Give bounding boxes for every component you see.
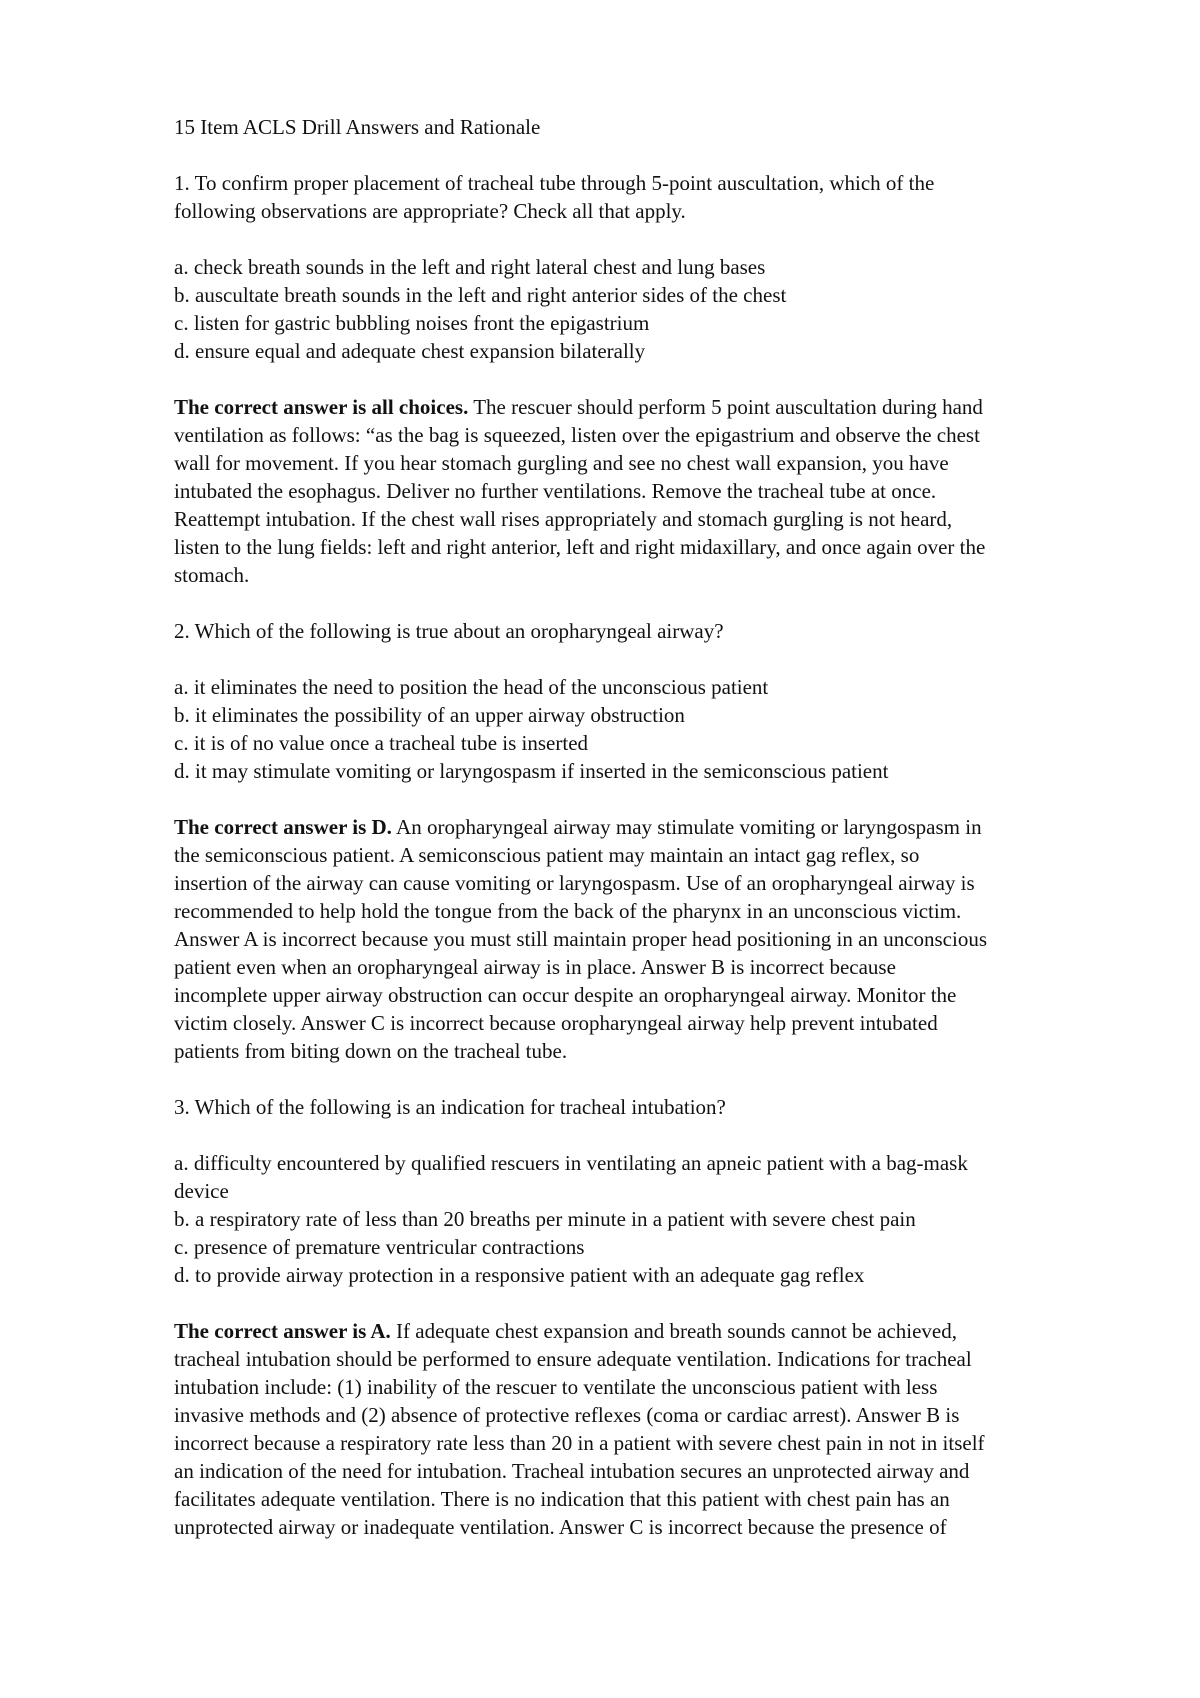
answer-2-rationale [174,813,1134,1065]
rationale-line: tracheal intubation should be performed to ensure adequate ventilation. Indications for tracheal [174,1347,972,1371]
rationale-line [174,1317,1134,1345]
option-d: d. it may stimulate vomiting or laryngospasm if inserted in the semiconscious patient [174,759,889,783]
answer-lead: The correct answer is all choices. [174,395,469,419]
option-b: b. auscultate breath sounds in the left and right anterior sides of the chest [174,283,787,307]
rationale-line [174,393,1134,421]
question-1-options [174,253,1134,365]
rationale-line: unprotected airway or inadequate ventilation. Answer C is incorrect because the presence of [174,1515,947,1539]
rationale-line: Answer A is incorrect because you must still maintain proper head positioning in an unconscious [174,927,988,951]
question-3-options [174,1149,1134,1289]
rationale-text: The rescuer should perform 5 point auscultation during hand [468,395,983,419]
answer-lead: The correct answer is D. [174,815,392,839]
option-d: d. to provide airway protection in a responsive patient with an adequate gag reflex [174,1263,865,1287]
question-3 [174,1093,1134,1121]
option-a: a. difficulty encountered by qualified rescuers in ventilating an apneic patient with a bag-mask [174,1151,968,1175]
question-text-line: 3. Which of the following is an indication for tracheal intubation? [174,1095,726,1119]
answer-3-rationale [174,1317,1134,1541]
rationale-line: insertion of the airway can cause vomiting or laryngospasm. Use of an oropharyngeal airway is [174,871,975,895]
question-text-line: following observations are appropriate? Check all that apply. [174,199,686,223]
document-title: 15 Item ACLS Drill Answers and Rationale [174,115,541,139]
option-a: a. check breath sounds in the left and right lateral chest and lung bases [174,255,766,279]
question-2-options [174,673,1134,785]
rationale-line: ventilation as follows: “as the bag is squeezed, listen over the epigastrium and observe the chest [174,423,980,447]
question-2 [174,617,1134,645]
rationale-line: an indication of the need for intubation. Tracheal intubation secures an unprotected airway and [174,1459,970,1483]
option-b: b. it eliminates the possibility of an upper airway obstruction [174,703,685,727]
option-c: c. listen for gastric bubbling noises front the epigastrium [174,311,650,335]
rationale-line: intubation include: (1) inability of the rescuer to ventilate the unconscious patient with less [174,1375,938,1399]
rationale-line: incorrect because a respiratory rate less than 20 in a patient with severe chest pain in not in itself [174,1431,985,1455]
rationale-line: facilitates adequate ventilation. There is no indication that this patient with chest pain has an [174,1487,950,1511]
rationale-line: victim closely. Answer C is incorrect because oropharyngeal airway help prevent intubated [174,1011,938,1035]
answer-1-rationale [174,393,1134,589]
document-page [174,113,1134,1569]
rationale-line [174,813,1134,841]
question-1 [174,169,1134,225]
option-c: c. presence of premature ventricular contractions [174,1235,585,1259]
rationale-line: the semiconscious patient. A semiconscious patient may maintain an intact gag reflex, so [174,843,920,867]
rationale-text: If adequate chest expansion and breath sounds cannot be achieved, [390,1319,957,1343]
question-text-line: 1. To confirm proper placement of tracheal tube through 5-point auscultation, which of the [174,171,935,195]
rationale-line: recommended to help hold the tongue from the back of the pharynx in an unconscious victim. [174,899,962,923]
rationale-text: An oropharyngeal airway may stimulate vomiting or laryngospasm in [391,815,982,839]
option-d: d. ensure equal and adequate chest expansion bilaterally [174,339,646,363]
option-c: c. it is of no value once a tracheal tube is inserted [174,731,589,755]
question-text-line: 2. Which of the following is true about an oropharyngeal airway? [174,619,724,643]
answer-lead: The correct answer is A. [174,1319,391,1343]
rationale-line: patients from biting down on the tracheal tube. [174,1039,568,1063]
rationale-line: intubated the esophagus. Deliver no further ventilations. Remove the tracheal tube at once. [174,479,937,503]
option-a-continued: device [174,1179,229,1203]
rationale-line: invasive methods and (2) absence of protective reflexes (coma or cardiac arrest). Answer B is [174,1403,960,1427]
rationale-line: wall for movement. If you hear stomach gurgling and see no chest wall expansion, you have [174,451,949,475]
rationale-line: stomach. [174,563,250,587]
rationale-line: patient even when an oropharyngeal airway is in place. Answer B is incorrect because [174,955,896,979]
rationale-line: incomplete upper airway obstruction can occur despite an oropharyngeal airway. Monitor the [174,983,957,1007]
rationale-line: listen to the lung fields: left and right anterior, left and right midaxillary, and once again over the [174,535,986,559]
option-a: a. it eliminates the need to position the head of the unconscious patient [174,675,769,699]
rationale-line: Reattempt intubation. If the chest wall rises appropriately and stomach gurgling is not heard, [174,507,953,531]
option-b: b. a respiratory rate of less than 20 breaths per minute in a patient with severe chest pain [174,1207,916,1231]
